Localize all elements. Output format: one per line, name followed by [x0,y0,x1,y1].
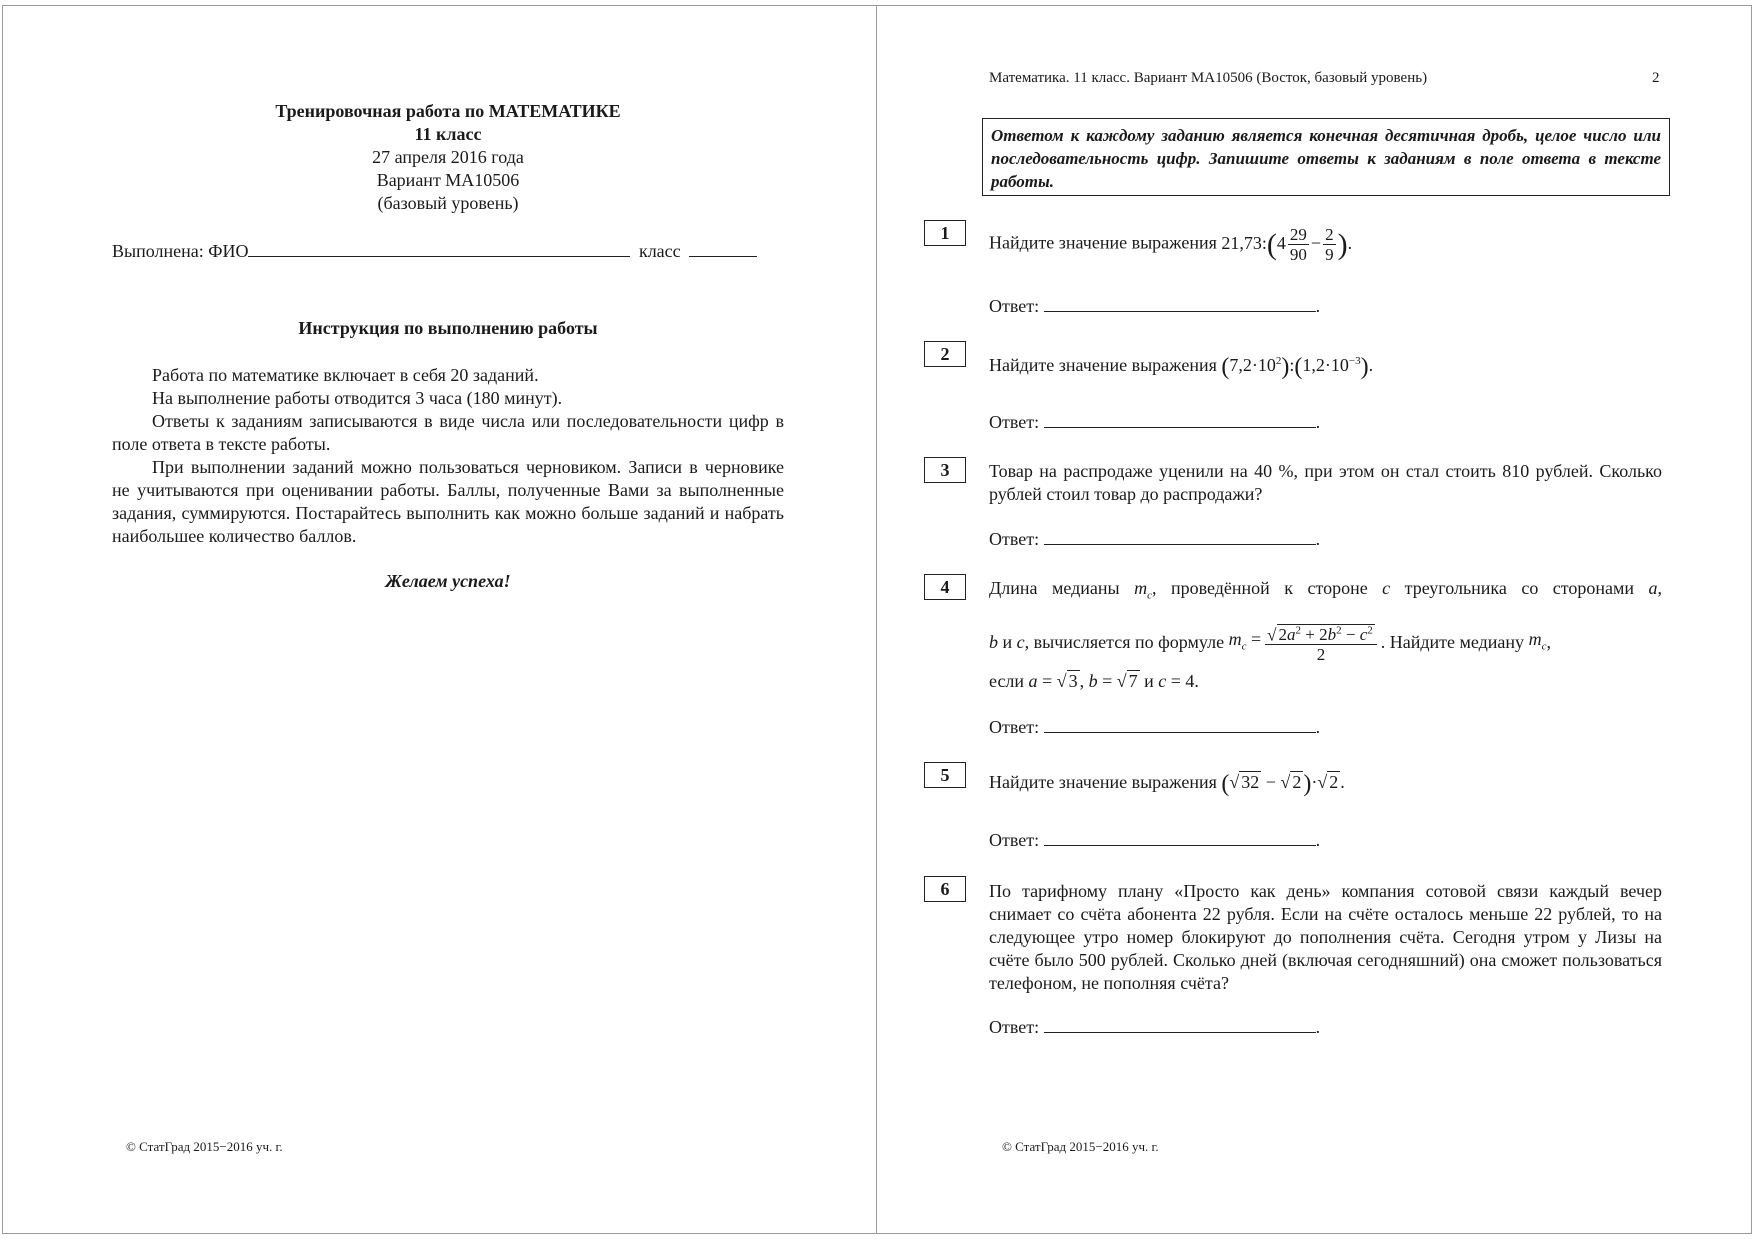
answer-field[interactable] [1044,297,1316,312]
task-text: и [1002,632,1013,653]
task-number: 2 [924,341,966,367]
task-1 [989,225,1662,264]
answer-label: Ответ: [989,717,1040,737]
task-text: Найдите значение выражения [989,772,1217,792]
instruction-paragraph-3: Ответы к заданиям записываются в виде числа или последовательности цифр в поле ответа в тексте работы. [112,411,784,454]
task-number: 4 [924,574,966,600]
answer-field[interactable] [1044,718,1316,733]
answer-field[interactable] [1044,530,1316,545]
task-text: Найдите значение выражения [989,232,1217,253]
answer-label: Ответ: [989,296,1040,316]
title-line-2: 11 класс [414,124,482,144]
instructions-title: Инструкция по выполнению работы [298,318,598,338]
answer-label: Ответ: [989,1017,1040,1037]
fio-line [112,241,757,262]
answer-notice: Ответом к каждому заданию является конечная десятичная дробь, целое число или последовательность цифр. Запишите ответы к заданиям в поле ответа в тексте работы. [982,118,1670,196]
task-2 [989,350,1662,380]
task-text: и [1144,671,1154,692]
answer-label: Ответ: [989,830,1040,850]
answer-field[interactable] [1044,1018,1316,1033]
task-3: Товар на распродаже уценили на 40 %, при этом он стал стоить 810 рублей. Сколько рублей стоил товар до распродажи? [989,461,1662,504]
task-text: Длина медианы [989,578,1120,598]
answer-field[interactable] [1044,413,1316,428]
class-field[interactable] [689,242,757,257]
task-5 [989,770,1662,797]
instruction-paragraph-4: При выполнении заданий можно пользоваться черновиком. Записи в черновике не учитываются при оценивании работы. Баллы, полученные Вами за выполненные задания, суммируются. Постарайтесь выполнить как можно больше заданий и набрать наибольшее количество баллов. [112,457,784,546]
answer-row: Ответ: . [989,529,1321,549]
level: (базовый уровень) [377,193,519,213]
task-text: , вычисляется по формуле [1024,632,1225,653]
task-number: 5 [924,762,966,788]
title-line-1: Тренировочная работа по МАТЕМАТИКЕ [275,101,621,121]
task-text: . Найдите медиану [1380,632,1525,653]
fio-label: Выполнена: ФИО [112,241,249,261]
page-header: Математика. 11 класс. Вариант МА10506 (Восток, базовый уровень) [989,70,1428,86]
answer-row: Ответ: . [989,830,1321,850]
task-text: Найдите значение выражения [989,355,1217,375]
answer-row: Ответ: . [989,1017,1321,1037]
page-number: 2 [1652,70,1660,86]
task-6: По тарифному плану «Просто как день» компания сотовой связи каждый вечер снимает со счёта абонента 22 рубля. Если на счёте осталось меньше 22 рублей, то на следующее утро номер блокируют до пополнения счёта. Сегодня утром у Лизы на счёте было 500 рублей. Сколько дней (включая сегодняшний) она сможет пользоваться телефоном, не пополняя счёта? [989,881,1662,993]
task-2-formula: $(7,2\cdot 10^2):(1,2\cdot 10^{-3})$. [1221,353,1374,380]
task-number: 6 [924,876,966,902]
task-number: 3 [924,457,966,483]
fio-field[interactable] [248,242,630,257]
answer-row: Ответ: . [989,412,1321,432]
task-text: если [989,671,1025,692]
answer-label: Ответ: [989,529,1040,549]
task-5-formula: (√ 32 − √ 2)·√ 2 . [1221,770,1345,797]
median-formula: $\frac{√ 2a^2 + 2b^2 - c^2}{2}$ [1265,622,1377,665]
task-text: треугольника со сторонами [1404,578,1635,598]
date: 27 апреля 2016 года [372,147,524,167]
instruction-paragraph-2: На выполнение работы отводится 3 часа (180 минут). [152,388,563,408]
answer-row: Ответ: . [989,717,1321,737]
answer-label: Ответ: [989,412,1040,432]
answer-field[interactable] [1044,831,1316,846]
copyright-right: © СтатГрад 2015−2016 уч. г. [1002,1139,1159,1154]
wish-text: Желаем успеха! [385,571,511,591]
class-label: класс [638,241,681,261]
instruction-paragraph-1: Работа по математике включает в себя 20 заданий. [152,365,539,385]
answer-row: Ответ: . [989,296,1321,316]
task-4: Длина медианы $m_c$, проведённой к стороне c треугольника со сторонами a, b и c , вычисляется по формуле $m_c$ = $\frac{√ 2a^2 + 2b^2 - c^2}{2}$ . Найдите медиану $m_c$ , если a = √ 3 , b = √ 7 и c = 4. [989,578,1663,692]
task-number: 1 [924,220,966,246]
variant: Вариант МА10506 [376,170,520,190]
task-text: , проведённой к стороне [1152,578,1368,598]
task-1-formula: 21,73:(4 $\frac{29}{90}$ − $\frac{2}{9}$ ). [1221,225,1353,264]
copyright-left: © СтатГрад 2015−2016 уч. г. [126,1139,283,1154]
